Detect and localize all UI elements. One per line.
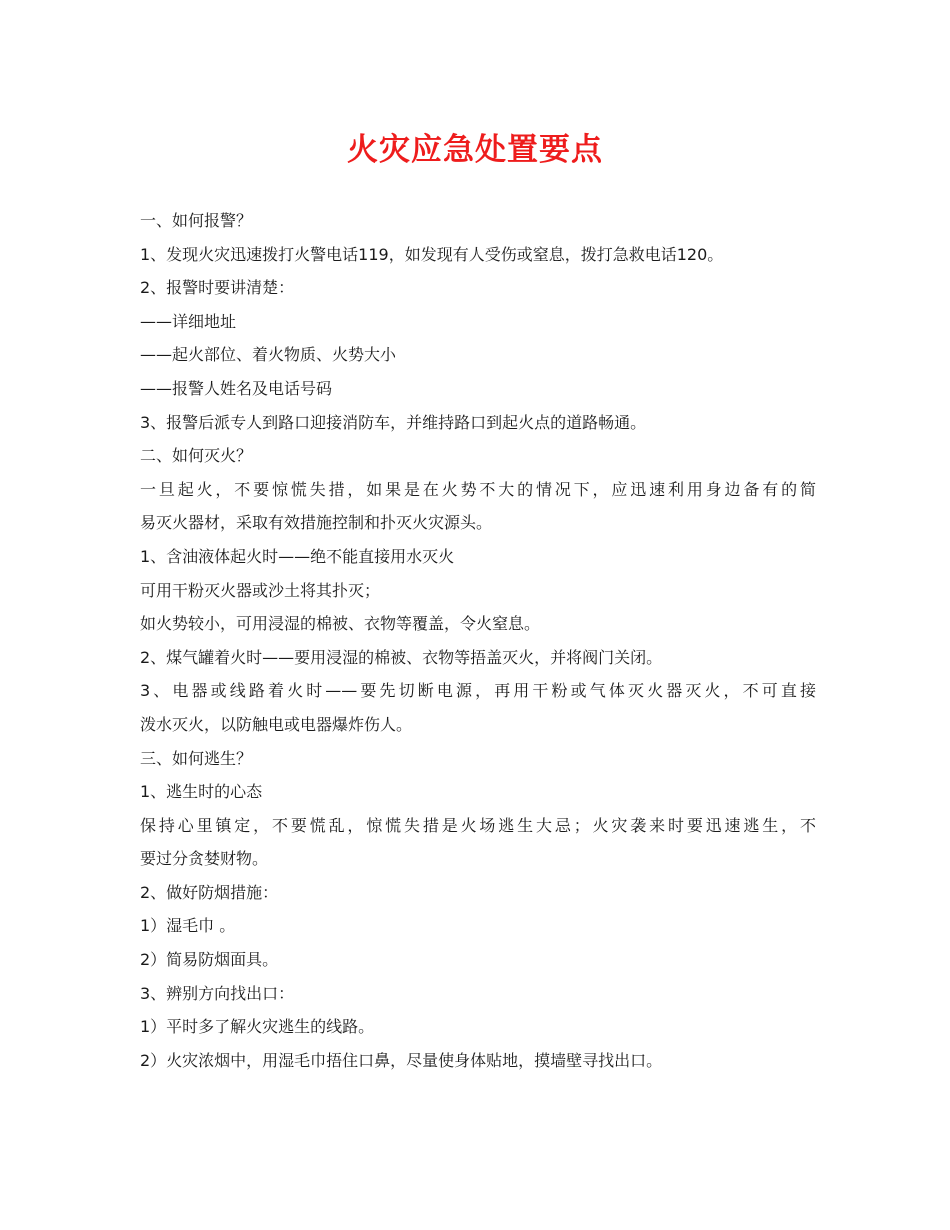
list-item: ——报警人姓名及电话号码 bbox=[140, 378, 333, 398]
list-item: 2）火灾浓烟中，用湿毛巾捂住口鼻，尽量使身体贴地，摸墙壁寻找出口。 bbox=[140, 1050, 663, 1070]
list-item: 1）平时多了解火灾逃生的线路。 bbox=[140, 1017, 375, 1037]
paragraph-line: 1、发现火灾迅速拨打火警电话119，如发现有人受伤或窒息，拨打急救电话120。 bbox=[140, 244, 724, 264]
paragraph-line: 保持心里镇定，不要慌乱，惊慌失措是火场逃生大忌；火灾袭来时要迅速逃生，不 bbox=[140, 815, 816, 835]
list-item: ——起火部位、着火物质、火势大小 bbox=[140, 345, 397, 365]
paragraph-line: 2、做好防烟措施： bbox=[140, 882, 279, 902]
section-heading-report: 一、如何报警？ bbox=[140, 211, 253, 230]
paragraph-line: 3、电器或线路着火时——要先切断电源，再用干粉或气体灭火器灭火，不可直接 bbox=[140, 681, 816, 701]
list-item: 2）简易防烟面具。 bbox=[140, 950, 279, 970]
paragraph-line: 泼水灭火，以防触电或电器爆炸伤人。 bbox=[140, 714, 413, 734]
paragraph-line: 1、含油液体起火时——绝不能直接用水灭火 bbox=[140, 546, 455, 566]
paragraph-line: 易灭火器材，采取有效措施控制和扑灭火灾源头。 bbox=[140, 513, 493, 533]
list-item: ——详细地址 bbox=[140, 311, 237, 331]
paragraph-line: 1、逃生时的心态 bbox=[140, 782, 263, 802]
paragraph-line: 3、辨别方向找出口： bbox=[140, 983, 295, 1003]
paragraph-line: 一旦起火，不要惊慌失措，如果是在火势不大的情况下，应迅速利用身边备有的简 bbox=[140, 479, 816, 499]
paragraph-line: 3、报警后派专人到路口迎接消防车，并维持路口到起火点的道路畅通。 bbox=[140, 412, 647, 432]
paragraph-line: 如火势较小，可用浸湿的棉被、衣物等覆盖，令火窒息。 bbox=[140, 614, 541, 634]
paragraph-line: 可用干粉灭火器或沙土将其扑灭； bbox=[140, 580, 381, 600]
paragraph-line: 要过分贪婪财物。 bbox=[140, 849, 269, 869]
document-body bbox=[140, 204, 816, 1077]
section-heading-escape: 三、如何逃生？ bbox=[140, 748, 253, 768]
list-item: 1）湿毛巾 。 bbox=[140, 916, 236, 936]
document-title: 火灾应急处置要点 bbox=[347, 132, 603, 168]
paragraph-line: 2、报警时要讲清楚： bbox=[140, 278, 295, 298]
paragraph-line: 2、煤气罐着火时——要用浸湿的棉被、衣物等捂盖灭火，并将阀门关闭。 bbox=[140, 647, 663, 667]
section-heading-extinguish: 二、如何灭火？ bbox=[140, 446, 253, 466]
